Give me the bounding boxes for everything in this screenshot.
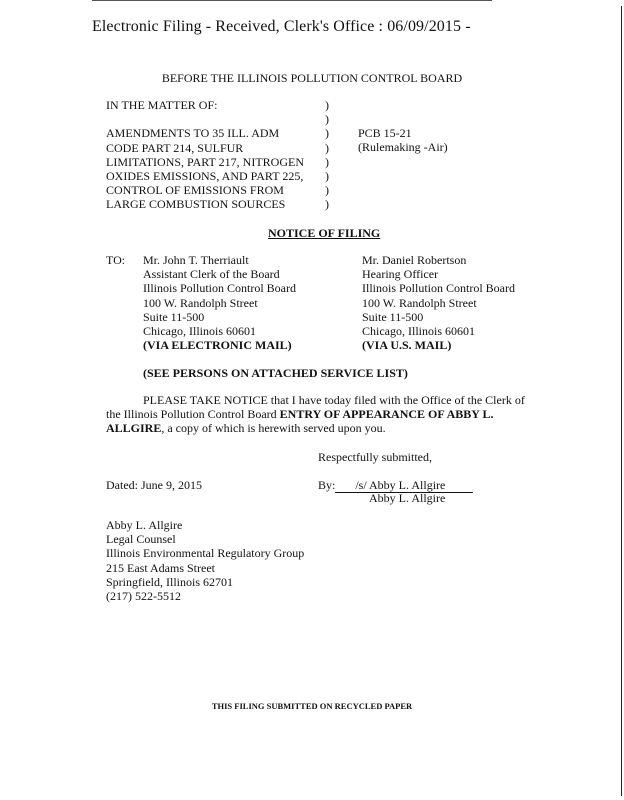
body-line — [106, 421, 525, 435]
matter-caption — [106, 98, 304, 212]
paren: ) — [325, 169, 329, 184]
by-label: By: — [318, 478, 336, 492]
top-border-line — [92, 0, 492, 1]
filing-stamp: Electronic Filing - Received, Clerk's Office : 06/09/2015 - — [92, 18, 471, 35]
paren: ) — [325, 126, 329, 141]
recipient-right — [362, 253, 515, 352]
paren: ) — [325, 154, 329, 169]
address-line: Illinois Environmental Regulatory Group — [106, 546, 305, 561]
recipient-line: Mr. John T. Therriault — [143, 253, 249, 267]
recipient-line: Chicago, Illinois 60601 — [143, 324, 256, 339]
matter-line: CODE PART 214, SULFUR — [106, 140, 244, 155]
right-border-line — [621, 6, 622, 796]
footer-note: THIS FILING SUBMITTED ON RECYCLED PAPER — [211, 701, 413, 711]
recipient-line: Illinois Pollution Control Board — [143, 281, 297, 296]
address-line: (217) 522-5512 — [106, 589, 181, 604]
document-title: ENTRY OF APPEARANCE OF ABBY L. — [279, 407, 494, 422]
body-text: the Illinois Pollution Control Board — [106, 407, 280, 422]
board-title: BEFORE THE ILLINOIS POLLUTION CONTROL BOARD — [161, 71, 463, 85]
recipient-line: Illinois Pollution Control Board — [362, 281, 516, 296]
case-type: (Rulemaking -Air) — [358, 140, 448, 155]
matter-line: AMENDMENTS TO 35 ILL. ADM — [106, 126, 280, 141]
case-info — [358, 126, 448, 154]
document-title-cont: ALLGIRE — [106, 421, 162, 436]
body-text: , a copy of which is herewith served upon you. — [161, 421, 386, 436]
recipient-line: Suite 11-500 — [143, 309, 205, 324]
recipient-line: Mr. Daniel Robertson — [362, 253, 467, 267]
closing: Respectfully submitted, — [318, 450, 432, 464]
paren: ) — [325, 197, 329, 212]
address-line: Legal Counsel — [106, 532, 176, 547]
signature: /s/ Abby L. Allgire — [335, 478, 473, 493]
address-line: Springfield, Illinois 62701 — [106, 574, 233, 589]
delivery-method: (VIA ELECTRONIC MAIL) — [143, 338, 292, 353]
recipient-line: Hearing Officer — [362, 267, 439, 282]
caption-parentheses — [325, 98, 329, 212]
matter-line: CONTROL OF EMISSIONS FROM — [106, 183, 284, 198]
paren: ) — [325, 183, 329, 198]
matter-line — [106, 112, 304, 126]
signer-name: Abby L. Allgire — [369, 491, 446, 505]
delivery-method: (VIA U.S. MAIL) — [362, 338, 452, 353]
matter-line: OXIDES EMISSIONS, AND PART 225, — [106, 169, 304, 183]
notice-title: NOTICE OF FILING — [268, 226, 381, 240]
paren: ) — [325, 140, 329, 155]
recipient-line: 100 W. Randolph Street — [362, 295, 477, 310]
paren: ) — [325, 112, 329, 127]
dated: Dated: June 9, 2015 — [106, 478, 202, 492]
address-line: 215 East Adams Street — [106, 560, 215, 575]
recipient-line: 100 W. Randolph Street — [143, 295, 258, 310]
address-line: Abby L. Allgire — [106, 518, 183, 532]
matter-line: IN THE MATTER OF: — [106, 98, 218, 112]
recipient-line: Assistant Clerk of the Board — [143, 267, 280, 282]
body-line: PLEASE TAKE NOTICE that I have today filed with the Office of the Clerk of — [143, 393, 525, 407]
case-number: PCB 15-21 — [358, 126, 412, 140]
matter-line: LARGE COMBUSTION SOURCES — [106, 197, 286, 212]
recipient-line: Chicago, Illinois 60601 — [362, 324, 475, 339]
service-list-note: (SEE PERSONS ON ATTACHED SERVICE LIST) — [143, 366, 408, 380]
matter-line: LIMITATIONS, PART 217, NITROGEN — [106, 154, 304, 169]
notice-body — [106, 393, 525, 436]
paren: ) — [325, 98, 329, 112]
to-label: TO: — [106, 253, 126, 267]
body-line — [106, 407, 525, 421]
address-block — [106, 518, 304, 603]
recipient-line: Suite 11-500 — [362, 309, 424, 324]
recipient-left — [143, 253, 296, 352]
